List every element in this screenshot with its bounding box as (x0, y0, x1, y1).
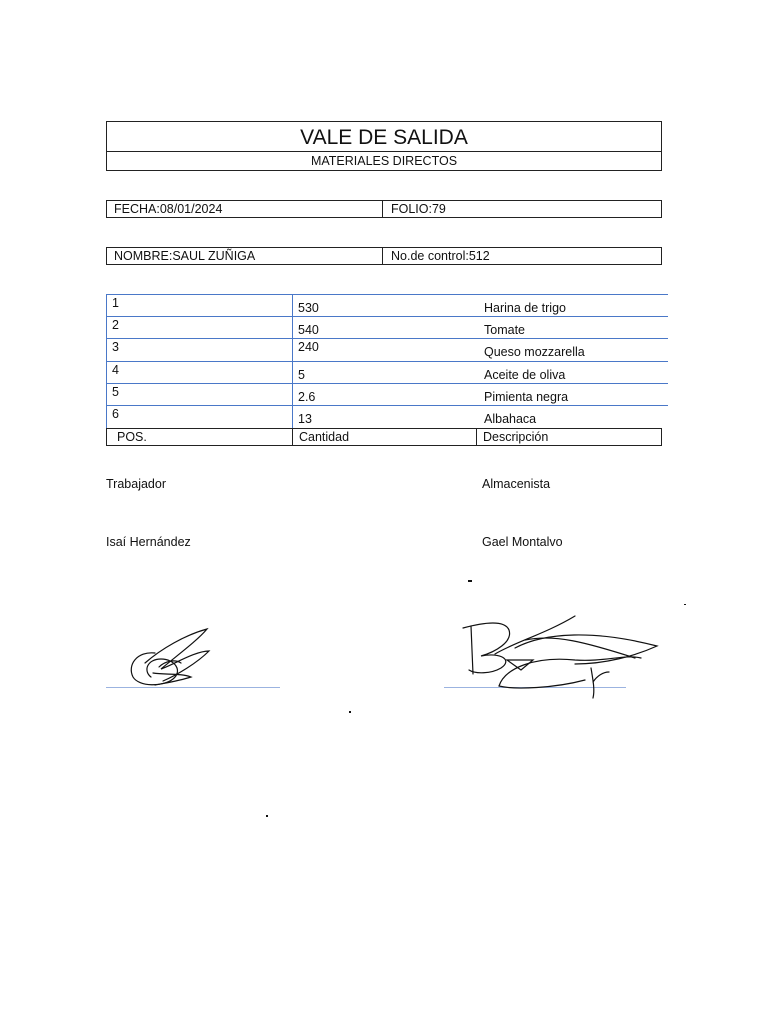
item-pos: 5 (112, 385, 119, 399)
worker-name-label: Isaí Hernández (106, 535, 191, 549)
table-row (106, 405, 668, 429)
item-description: Aceite de oliva (484, 368, 566, 382)
item-quantity: 13 (298, 412, 312, 426)
item-quantity: 240 (298, 340, 319, 354)
folio-field: FOLIO:79 (391, 202, 446, 216)
header-pos: POS. (107, 429, 293, 445)
item-quantity: 5 (298, 368, 305, 382)
table-row (106, 361, 668, 384)
item-pos: 4 (112, 363, 119, 377)
item-quantity: 540 (298, 323, 319, 337)
item-description: Harina de trigo (484, 301, 566, 315)
header-quantity: Cantidad (293, 429, 477, 445)
worker-signature-icon (125, 625, 215, 695)
header-description: Descripción (483, 430, 549, 444)
control-number-field: No.de control:512 (391, 249, 490, 263)
item-pos: 1 (112, 296, 119, 310)
item-description: Pimienta negra (484, 390, 569, 404)
storekeeper-name-label: Gael Montalvo (482, 535, 563, 549)
name-field: NOMBRE:SAUL ZUÑIGA (107, 248, 383, 264)
table-row (106, 338, 668, 361)
ink-mark (266, 815, 268, 817)
table-row (106, 383, 668, 406)
item-description: Queso mozzarella (484, 345, 585, 359)
document-subtitle: MATERIALES DIRECTOS (310, 154, 458, 168)
item-quantity: 530 (298, 301, 319, 315)
item-pos: 2 (112, 318, 119, 332)
title-box (106, 121, 662, 171)
table-row (106, 294, 668, 317)
storekeeper-signature-icon (455, 612, 665, 702)
item-pos: 6 (112, 407, 119, 421)
date-field: FECHA:08/01/2024 (107, 201, 383, 217)
name-control-row (106, 247, 662, 265)
table-header (106, 428, 662, 446)
storekeeper-role-label: Almacenista (482, 477, 551, 491)
ink-mark (468, 580, 472, 582)
item-description: Albahaca (484, 412, 537, 426)
document-title: VALE DE SALIDA (107, 124, 661, 152)
worker-role-label: Trabajador (106, 477, 166, 491)
item-quantity: 2.6 (298, 390, 316, 404)
item-description: Tomate (484, 323, 525, 337)
table-row (106, 316, 668, 339)
ink-mark (684, 604, 686, 605)
item-pos: 3 (112, 340, 119, 354)
ink-mark (349, 711, 351, 713)
date-folio-row (106, 200, 662, 218)
